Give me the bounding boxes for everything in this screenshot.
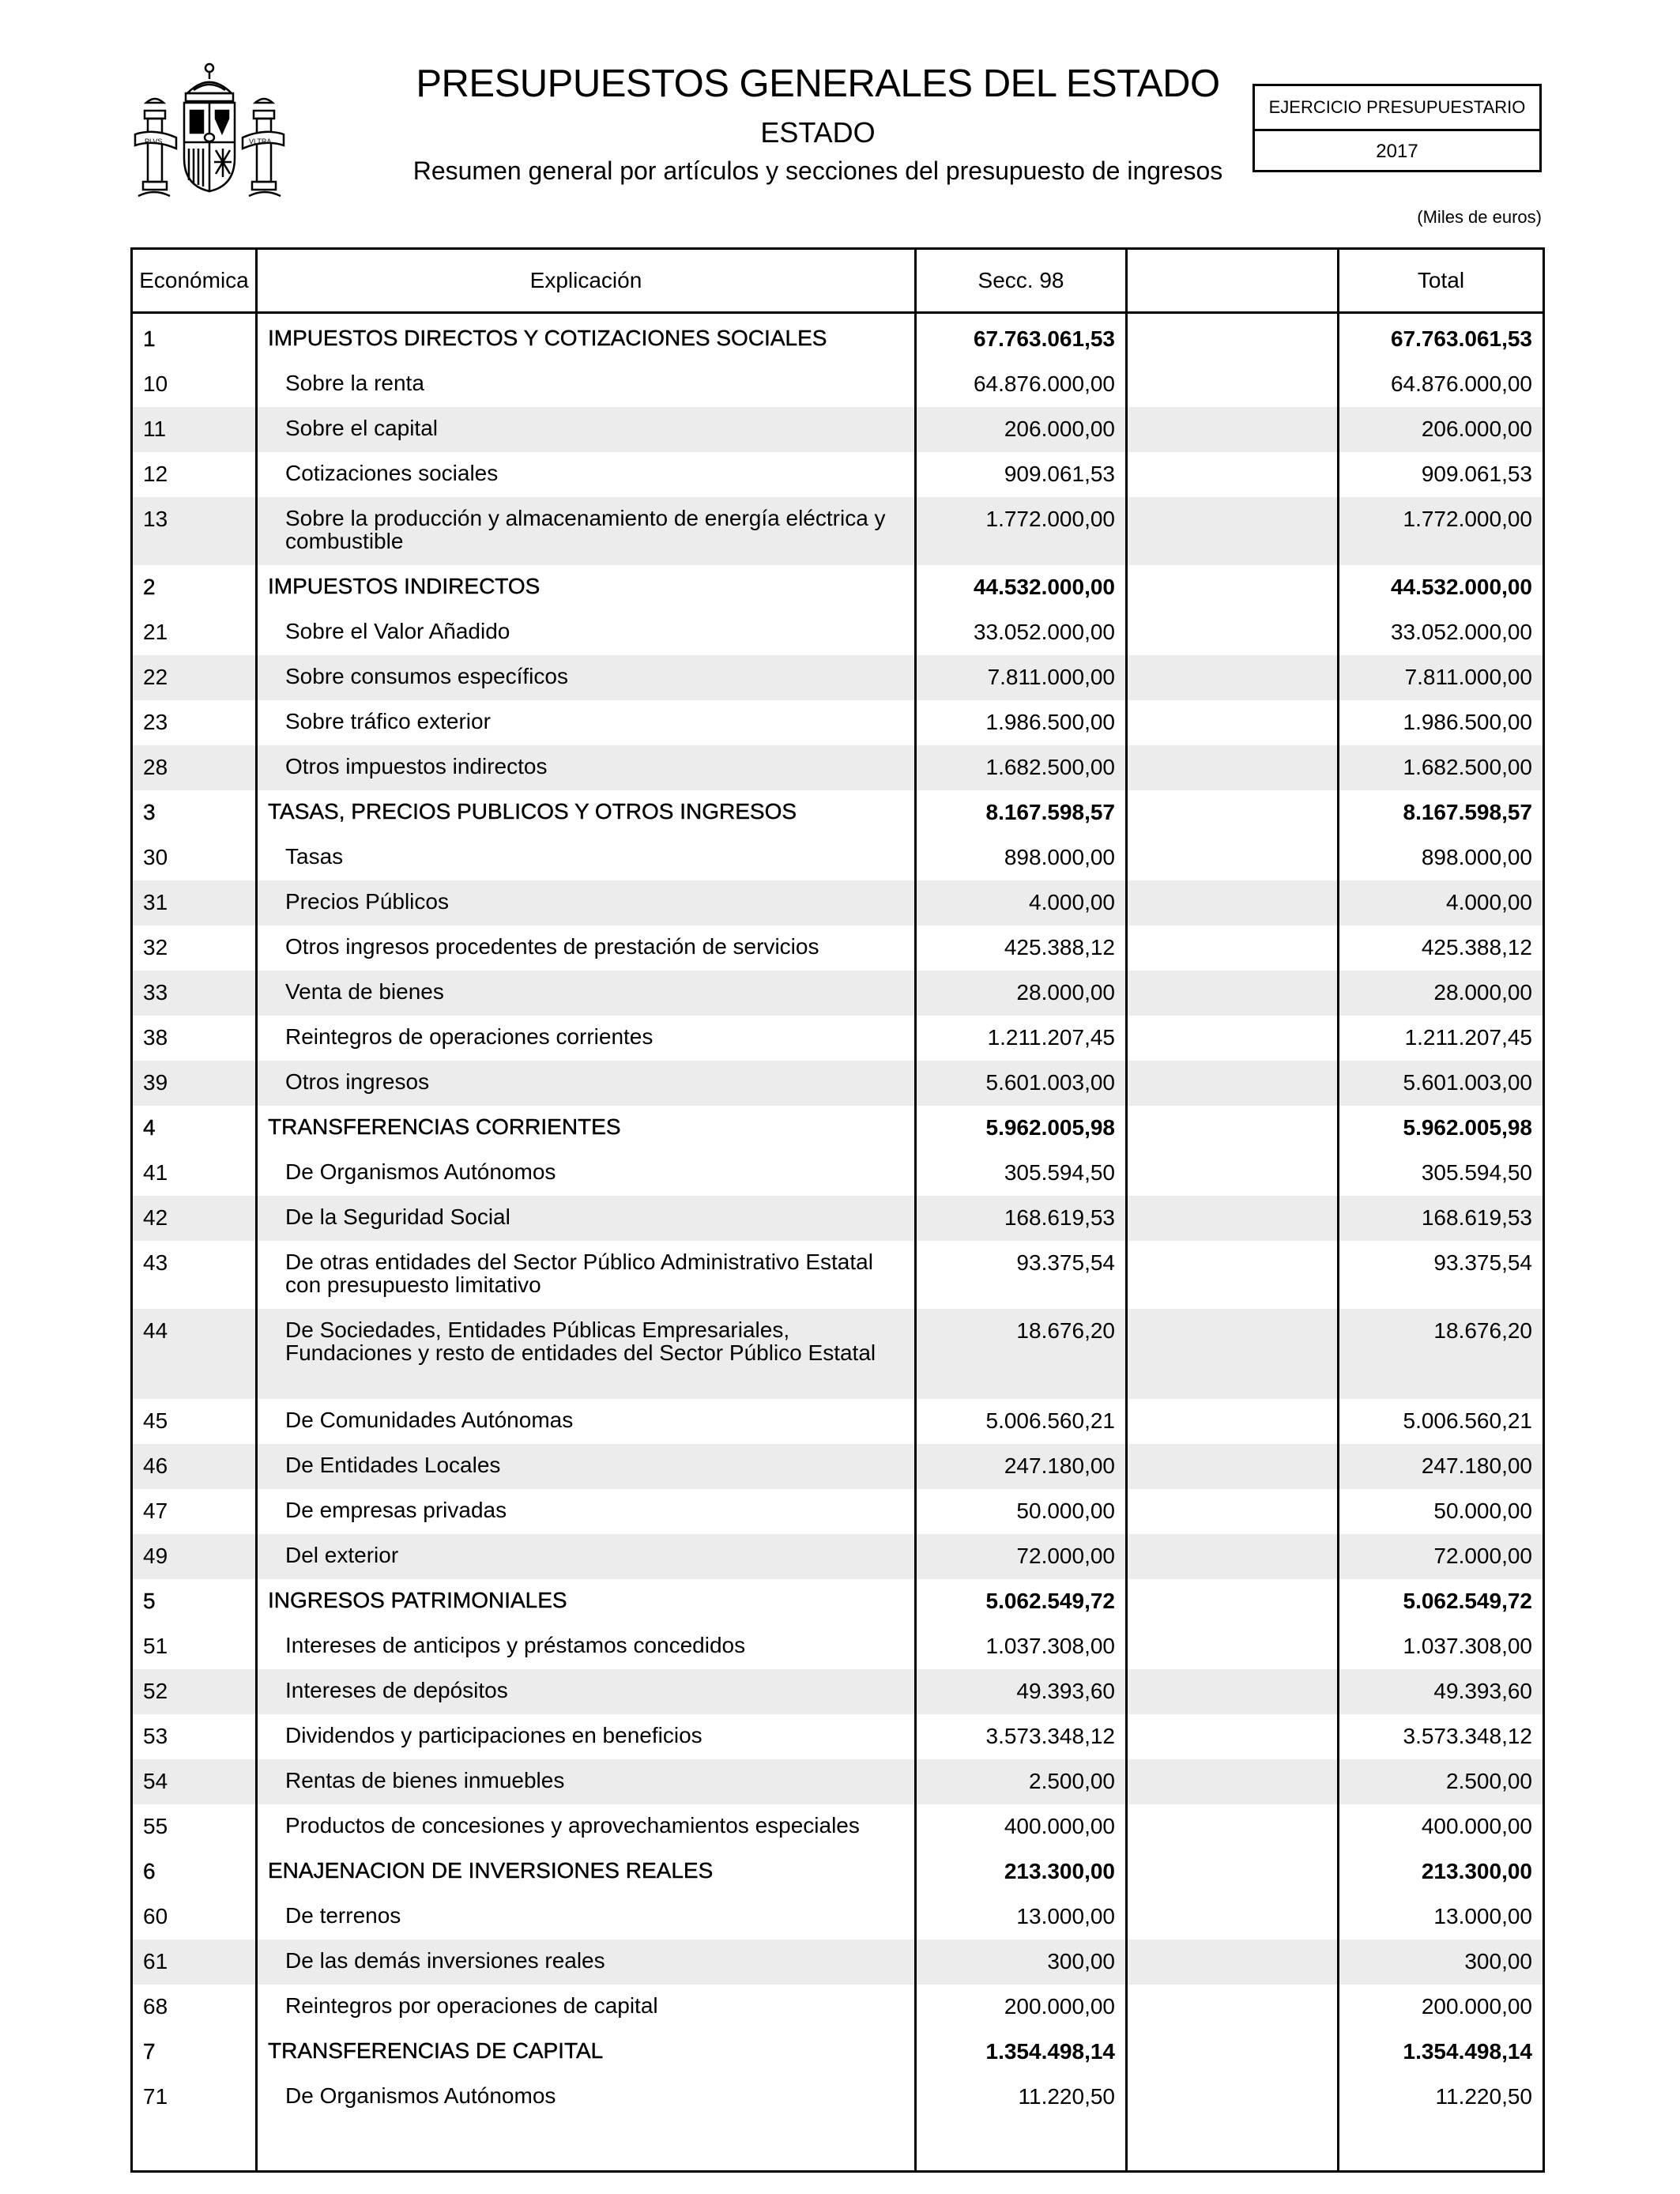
table-header-row: [132, 249, 1544, 313]
cell-secc: 49.393,60: [916, 1669, 1127, 1714]
cell-blank: [1127, 1151, 1339, 1196]
cell-desc: Reintegros por operaciones de capital: [257, 1985, 916, 2030]
cell-blank: [1127, 2030, 1339, 2075]
cell-empty: [916, 2120, 1127, 2172]
cell-desc: Rentas de bienes inmuebles: [257, 1759, 916, 1804]
table-row: [132, 880, 1544, 925]
cell-code: 51: [132, 1624, 257, 1669]
budget-table: [130, 247, 1545, 2173]
table-row-chapter: [132, 1579, 1544, 1624]
cell-secc: 200.000,00: [916, 1985, 1127, 2030]
cell-total: 213.300,00: [1339, 1849, 1544, 1894]
cell-blank: [1127, 2075, 1339, 2120]
cell-desc: TRANSFERENCIAS CORRIENTES: [257, 1106, 916, 1151]
cell-blank: [1127, 1534, 1339, 1579]
table-row: [132, 655, 1544, 700]
cell-blank: [1127, 497, 1339, 565]
cell-desc: Sobre el Valor Añadido: [257, 610, 916, 655]
cell-code: 54: [132, 1759, 257, 1804]
cell-total: 305.594,50: [1339, 1151, 1544, 1196]
cell-desc: TRANSFERENCIAS DE CAPITAL: [257, 2030, 916, 2075]
cell-secc: 898.000,00: [916, 835, 1127, 880]
cell-secc: 13.000,00: [916, 1894, 1127, 1940]
cell-total: 18.676,20: [1339, 1309, 1544, 1399]
cell-total: 247.180,00: [1339, 1444, 1544, 1489]
cell-code: 28: [132, 745, 257, 790]
page-subtitle: ESTADO: [760, 116, 876, 149]
cell-code: 41: [132, 1151, 257, 1196]
table-row: [132, 925, 1544, 971]
cell-desc: Tasas: [257, 835, 916, 880]
table-row-chapter: [132, 2030, 1544, 2075]
cell-desc: Del exterior: [257, 1534, 916, 1579]
cell-desc: Productos de concesiones y aprovechamientos especiales: [257, 1804, 916, 1849]
cell-blank: [1127, 407, 1339, 452]
cell-code: 45: [132, 1399, 257, 1444]
cell-code: 3: [132, 790, 257, 835]
svg-text:VLTRA: VLTRA: [249, 138, 272, 145]
table-row: [132, 407, 1544, 452]
cell-secc: 93.375,54: [916, 1241, 1127, 1309]
cell-blank: [1127, 880, 1339, 925]
table-row: [132, 745, 1544, 790]
table-row: [132, 700, 1544, 745]
cell-total: 1.986.500,00: [1339, 700, 1544, 745]
cell-code: 6: [132, 1849, 257, 1894]
cell-desc: De la Seguridad Social: [257, 1196, 916, 1241]
svg-text:PLVS: PLVS: [145, 138, 163, 145]
cell-desc: ENAJENACION DE INVERSIONES REALES: [257, 1849, 916, 1894]
cell-total: 168.619,53: [1339, 1196, 1544, 1241]
cell-desc: Venta de bienes: [257, 971, 916, 1016]
cell-desc: De Entidades Locales: [257, 1444, 916, 1489]
cell-total: 44.532.000,00: [1339, 565, 1544, 610]
cell-desc: De otras entidades del Sector Público Administrativo Estatal con presupuesto limitativo: [257, 1241, 916, 1309]
cell-desc: De empresas privadas: [257, 1489, 916, 1534]
cell-secc: 11.220,50: [916, 2075, 1127, 2120]
cell-code: 2: [132, 565, 257, 610]
table-row-chapter: [132, 1849, 1544, 1894]
table-row: [132, 1016, 1544, 1061]
cell-total: 909.061,53: [1339, 452, 1544, 497]
cell-desc: Precios Públicos: [257, 880, 916, 925]
cell-secc: 50.000,00: [916, 1489, 1127, 1534]
cell-secc: 18.676,20: [916, 1309, 1127, 1399]
cell-blank: [1127, 313, 1339, 362]
table-row: [132, 497, 1544, 565]
cell-total: 898.000,00: [1339, 835, 1544, 880]
table-row: [132, 1309, 1544, 1399]
cell-total: 64.876.000,00: [1339, 362, 1544, 407]
cell-total: 300,00: [1339, 1940, 1544, 1985]
cell-secc: 1.986.500,00: [916, 700, 1127, 745]
table-row-empty: [132, 2120, 1544, 2172]
cell-blank: [1127, 1241, 1339, 1309]
cell-desc: INGRESOS PATRIMONIALES: [257, 1579, 916, 1624]
cell-desc: Intereses de depósitos: [257, 1669, 916, 1714]
cell-blank: [1127, 971, 1339, 1016]
cell-secc: 28.000,00: [916, 971, 1127, 1016]
cell-secc: 8.167.598,57: [916, 790, 1127, 835]
table-row: [132, 452, 1544, 497]
cell-code: 46: [132, 1444, 257, 1489]
cell-code: 71: [132, 2075, 257, 2120]
cell-secc: 5.062.549,72: [916, 1579, 1127, 1624]
cell-code: 30: [132, 835, 257, 880]
cell-total: 5.601.003,00: [1339, 1061, 1544, 1106]
exercise-label: EJERCICIO PRESUPUESTARIO: [1255, 86, 1539, 131]
cell-secc: 1.037.308,00: [916, 1624, 1127, 1669]
table-row: [132, 971, 1544, 1016]
cell-secc: 1.354.498,14: [916, 2030, 1127, 2075]
cell-secc: 909.061,53: [916, 452, 1127, 497]
cell-secc: 3.573.348,12: [916, 1714, 1127, 1759]
exercise-box: [1252, 84, 1542, 172]
cell-code: 4: [132, 1106, 257, 1151]
column-header-secc: Secc. 98: [916, 249, 1127, 313]
cell-blank: [1127, 655, 1339, 700]
cell-total: 206.000,00: [1339, 407, 1544, 452]
cell-total: 67.763.061,53: [1339, 313, 1544, 362]
cell-desc: De Organismos Autónomos: [257, 2075, 916, 2120]
cell-total: 1.354.498,14: [1339, 2030, 1544, 2075]
table-row: [132, 1714, 1544, 1759]
cell-blank: [1127, 1399, 1339, 1444]
cell-secc: 1.211.207,45: [916, 1016, 1127, 1061]
cell-blank: [1127, 1016, 1339, 1061]
cell-blank: [1127, 452, 1339, 497]
table-row-chapter: [132, 1106, 1544, 1151]
cell-desc: IMPUESTOS INDIRECTOS: [257, 565, 916, 610]
cell-total: 5.062.549,72: [1339, 1579, 1544, 1624]
cell-secc: 206.000,00: [916, 407, 1127, 452]
cell-desc: TASAS, PRECIOS PUBLICOS Y OTROS INGRESOS: [257, 790, 916, 835]
cell-desc: IMPUESTOS DIRECTOS Y COTIZACIONES SOCIALES: [257, 313, 916, 362]
table-row: [132, 1669, 1544, 1714]
column-header-desc: Explicación: [257, 249, 916, 313]
cell-code: 31: [132, 880, 257, 925]
cell-total: 5.006.560,21: [1339, 1399, 1544, 1444]
cell-total: 93.375,54: [1339, 1241, 1544, 1309]
cell-desc: Dividendos y participaciones en beneficios: [257, 1714, 916, 1759]
cell-secc: 213.300,00: [916, 1849, 1127, 1894]
cell-total: 200.000,00: [1339, 1985, 1544, 2030]
cell-desc: De Organismos Autónomos: [257, 1151, 916, 1196]
cell-desc: Reintegros de operaciones corrientes: [257, 1016, 916, 1061]
cell-secc: 400.000,00: [916, 1804, 1127, 1849]
table-row: [132, 1489, 1544, 1534]
cell-total: 50.000,00: [1339, 1489, 1544, 1534]
cell-secc: 1.772.000,00: [916, 497, 1127, 565]
units-note: (Miles de euros): [1417, 207, 1542, 227]
table-body: [132, 313, 1544, 2172]
cell-secc: 5.006.560,21: [916, 1399, 1127, 1444]
cell-secc: 64.876.000,00: [916, 362, 1127, 407]
cell-secc: 425.388,12: [916, 925, 1127, 971]
cell-desc: De Comunidades Autónomas: [257, 1399, 916, 1444]
cell-desc: Cotizaciones sociales: [257, 452, 916, 497]
table-row-chapter: [132, 790, 1544, 835]
cell-code: 68: [132, 1985, 257, 2030]
table-row: [132, 1241, 1544, 1309]
table-row: [132, 1061, 1544, 1106]
cell-desc: Sobre la renta: [257, 362, 916, 407]
cell-total: 4.000,00: [1339, 880, 1544, 925]
cell-code: 49: [132, 1534, 257, 1579]
page-title: PRESUPUESTOS GENERALES DEL ESTADO: [416, 62, 1220, 105]
table-row-chapter: [132, 565, 1544, 610]
cell-total: 13.000,00: [1339, 1894, 1544, 1940]
cell-desc: De Sociedades, Entidades Públicas Empresariales, Fundaciones y resto de entidades del Sector Público Estatal: [257, 1309, 916, 1399]
cell-secc: 300,00: [916, 1940, 1127, 1985]
cell-total: 1.682.500,00: [1339, 745, 1544, 790]
cell-secc: 44.532.000,00: [916, 565, 1127, 610]
cell-desc: Otros impuestos indirectos: [257, 745, 916, 790]
cell-code: 42: [132, 1196, 257, 1241]
cell-code: 39: [132, 1061, 257, 1106]
cell-empty: [1127, 2120, 1339, 2172]
cell-total: 400.000,00: [1339, 1804, 1544, 1849]
cell-blank: [1127, 1489, 1339, 1534]
cell-total: 8.167.598,57: [1339, 790, 1544, 835]
cell-secc: 67.763.061,53: [916, 313, 1127, 362]
cell-desc: Otros ingresos: [257, 1061, 916, 1106]
cell-secc: 247.180,00: [916, 1444, 1127, 1489]
cell-code: 60: [132, 1894, 257, 1940]
table-row: [132, 362, 1544, 407]
cell-total: 2.500,00: [1339, 1759, 1544, 1804]
cell-blank: [1127, 1894, 1339, 1940]
cell-total: 28.000,00: [1339, 971, 1544, 1016]
cell-code: 33: [132, 971, 257, 1016]
cell-desc: De terrenos: [257, 1894, 916, 1940]
cell-blank: [1127, 1669, 1339, 1714]
cell-total: 425.388,12: [1339, 925, 1544, 971]
table-row: [132, 1985, 1544, 2030]
cell-secc: 5.962.005,98: [916, 1106, 1127, 1151]
cell-code: 43: [132, 1241, 257, 1309]
cell-blank: [1127, 1106, 1339, 1151]
cell-empty: [132, 2120, 257, 2172]
cell-blank: [1127, 362, 1339, 407]
cell-blank: [1127, 1309, 1339, 1399]
table-row: [132, 2075, 1544, 2120]
cell-blank: [1127, 835, 1339, 880]
cell-empty: [257, 2120, 916, 2172]
table-row: [132, 1399, 1544, 1444]
cell-desc: Otros ingresos procedentes de prestación de servicios: [257, 925, 916, 971]
cell-blank: [1127, 790, 1339, 835]
cell-code: 7: [132, 2030, 257, 2075]
cell-total: 33.052.000,00: [1339, 610, 1544, 655]
cell-code: 5: [132, 1579, 257, 1624]
cell-code: 13: [132, 497, 257, 565]
cell-blank: [1127, 1804, 1339, 1849]
cell-blank: [1127, 1196, 1339, 1241]
table-row: [132, 1940, 1544, 1985]
cell-code: 32: [132, 925, 257, 971]
cell-blank: [1127, 700, 1339, 745]
cell-code: 44: [132, 1309, 257, 1399]
table-row: [132, 1759, 1544, 1804]
cell-total: 7.811.000,00: [1339, 655, 1544, 700]
table-row: [132, 835, 1544, 880]
cell-total: 49.393,60: [1339, 1669, 1544, 1714]
cell-secc: 33.052.000,00: [916, 610, 1127, 655]
column-header-total: Total: [1339, 249, 1544, 313]
cell-secc: 168.619,53: [916, 1196, 1127, 1241]
table-row: [132, 1196, 1544, 1241]
cell-secc: 2.500,00: [916, 1759, 1127, 1804]
cell-code: 38: [132, 1016, 257, 1061]
cell-total: 11.220,50: [1339, 2075, 1544, 2120]
cell-blank: [1127, 610, 1339, 655]
coat-of-arms-icon: [130, 55, 288, 205]
cell-blank: [1127, 925, 1339, 971]
table-row: [132, 1444, 1544, 1489]
cell-blank: [1127, 1940, 1339, 1985]
cell-code: 1: [132, 313, 257, 362]
exercise-year: 2017: [1376, 141, 1418, 162]
cell-code: 47: [132, 1489, 257, 1534]
cell-code: 52: [132, 1669, 257, 1714]
cell-code: 61: [132, 1940, 257, 1985]
cell-code: 21: [132, 610, 257, 655]
cell-secc: 7.811.000,00: [916, 655, 1127, 700]
cell-total: 3.573.348,12: [1339, 1714, 1544, 1759]
cell-blank: [1127, 565, 1339, 610]
cell-blank: [1127, 1061, 1339, 1106]
cell-desc: De las demás inversiones reales: [257, 1940, 916, 1985]
cell-code: 10: [132, 362, 257, 407]
cell-total: 1.037.308,00: [1339, 1624, 1544, 1669]
cell-total: 5.962.005,98: [1339, 1106, 1544, 1151]
cell-empty: [1339, 2120, 1544, 2172]
cell-secc: 305.594,50: [916, 1151, 1127, 1196]
cell-total: 72.000,00: [1339, 1534, 1544, 1579]
cell-blank: [1127, 1624, 1339, 1669]
table-row: [132, 1151, 1544, 1196]
cell-blank: [1127, 1444, 1339, 1489]
column-header-blank: [1127, 249, 1339, 313]
cell-desc: Sobre consumos específicos: [257, 655, 916, 700]
cell-desc: Sobre tráfico exterior: [257, 700, 916, 745]
cell-blank: [1127, 745, 1339, 790]
cell-blank: [1127, 1714, 1339, 1759]
cell-secc: 4.000,00: [916, 880, 1127, 925]
table-row: [132, 1534, 1544, 1579]
cell-code: 11: [132, 407, 257, 452]
table-row: [132, 1804, 1544, 1849]
cell-code: 12: [132, 452, 257, 497]
cell-secc: 5.601.003,00: [916, 1061, 1127, 1106]
cell-blank: [1127, 1849, 1339, 1894]
cell-blank: [1127, 1759, 1339, 1804]
page-description: Resumen general por artículos y secciones del presupuesto de ingresos: [412, 156, 1223, 185]
cell-desc: Sobre la producción y almacenamiento de energía eléctrica y combustible: [257, 497, 916, 565]
cell-code: 53: [132, 1714, 257, 1759]
table-row: [132, 1894, 1544, 1940]
column-header-code: Económica: [132, 249, 257, 313]
cell-secc: 72.000,00: [916, 1534, 1127, 1579]
cell-code: 23: [132, 700, 257, 745]
cell-blank: [1127, 1985, 1339, 2030]
table-row: [132, 1624, 1544, 1669]
cell-desc: Intereses de anticipos y préstamos concedidos: [257, 1624, 916, 1669]
table-row: [132, 610, 1544, 655]
cell-code: 55: [132, 1804, 257, 1849]
cell-desc: Sobre el capital: [257, 407, 916, 452]
cell-total: 1.772.000,00: [1339, 497, 1544, 565]
cell-total: 1.211.207,45: [1339, 1016, 1544, 1061]
cell-blank: [1127, 1579, 1339, 1624]
table-row-chapter: [132, 313, 1544, 362]
cell-code: 22: [132, 655, 257, 700]
cell-secc: 1.682.500,00: [916, 745, 1127, 790]
